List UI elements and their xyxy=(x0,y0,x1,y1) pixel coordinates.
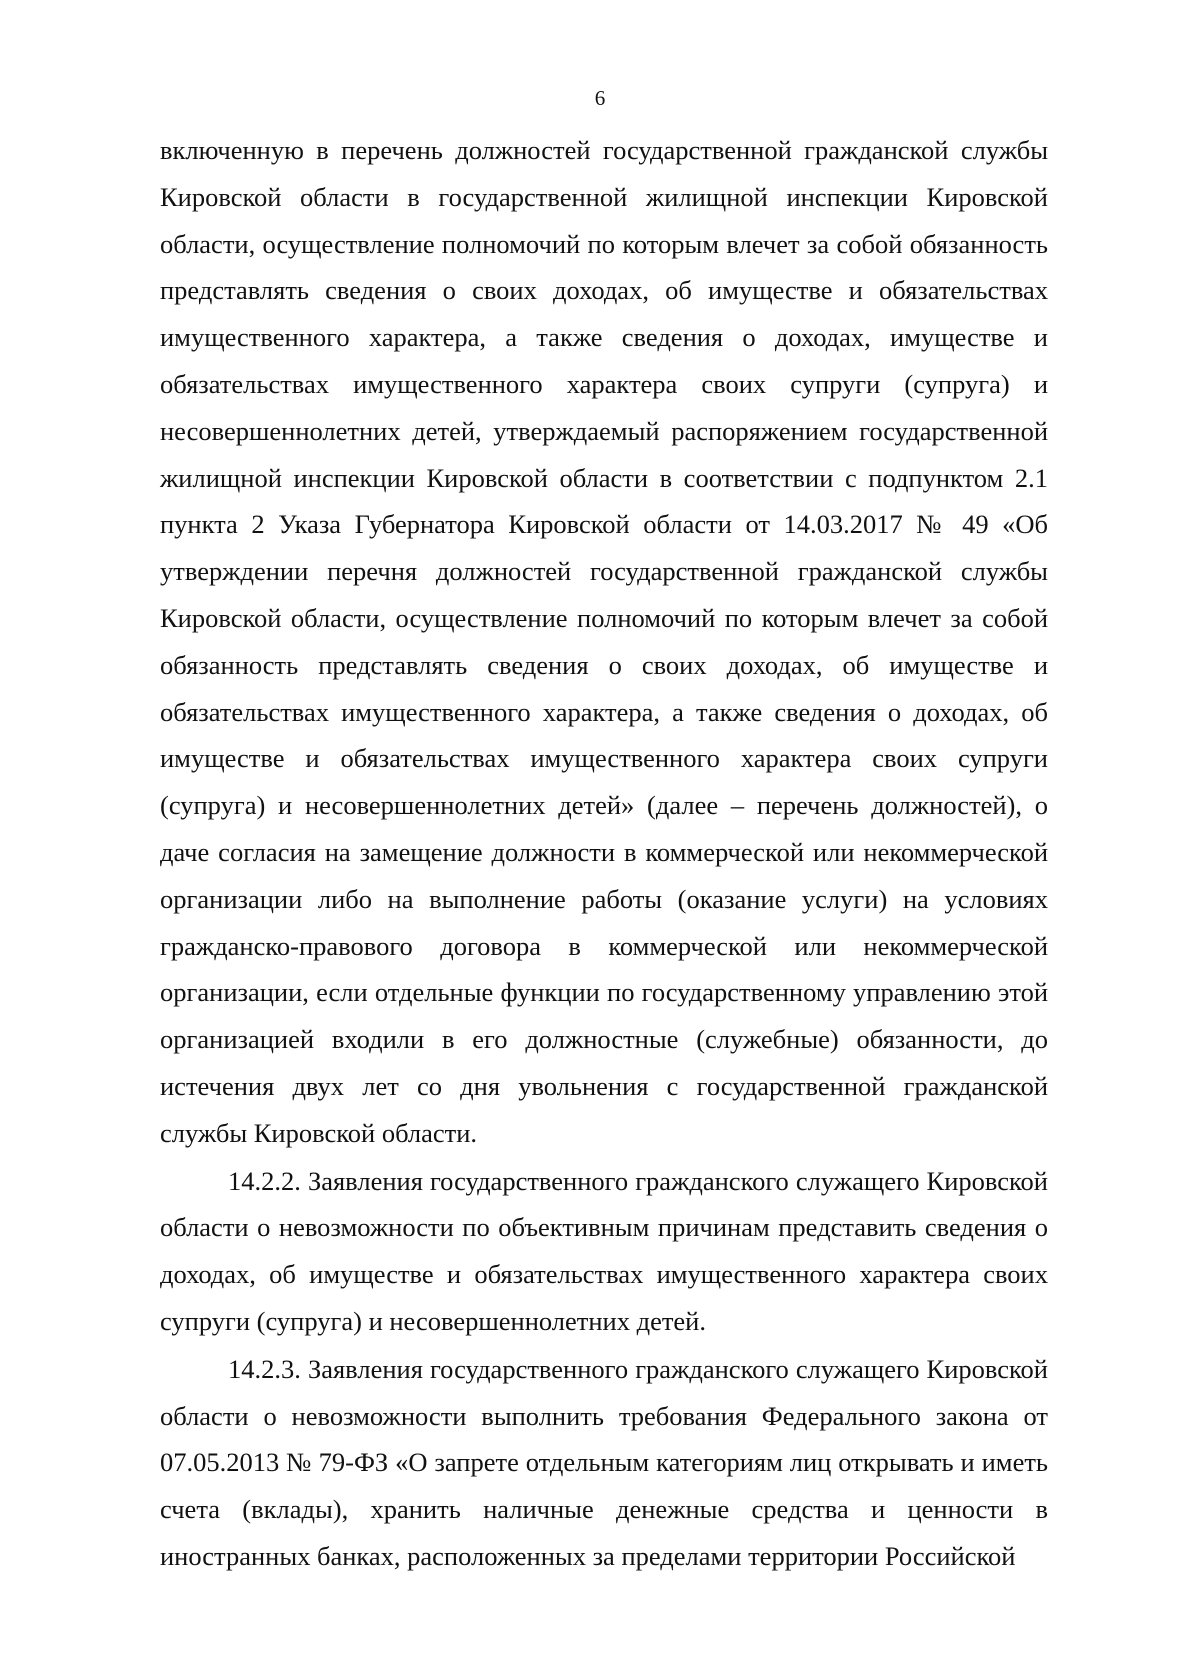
paragraph-14-2-2: 14.2.2. Заявления государственного гражданского служащего Кировской области о невозможности по объективным причинам представить сведения о доходах, об имуществе и обязательствах имущественного характера своих супруги (супруга) и несовершеннолетних детей. xyxy=(160,1165,1048,1336)
paragraph-continuation: включенную в перечень должностей государственной гражданской службы Кировской области в государственной жилищной инспекции Кировской области, осуществление полномочий по которым влечет за собой обязанность представлять сведения о своих доходах, об имуществе и обязательствах имущественного характера, а также сведения о доходах, имуществе и обязательствах имущественного характера своих супруги (супруга) и несовершеннолетних детей, утверждаемый распоряжением государственной жилищной инспекции Кировской области в соответствии с подпунктом 2.1 пункта 2 Указа Губернатора Кировской области от 14.03.2017 № 49 «Об утверждении перечня должностей государственной гражданской службы Кировской области, осуществление полномочий по которым влечет за собой обязанность представлять сведения о своих доходах, об имуществе и обязательствах имущественного характера, а также сведения о доходах, об имуществе и обязательствах имущественного характера своих супруги (супруга) и несовершеннолетних детей» (далее – перечень должностей), о даче согласия на замещение должности в коммерческой или некоммерческой организации либо на выполнение работы (оказание услуги) на условиях гражданско-правового договора в коммерческой или некоммерческой организации, если отдельные функции по государственному управлению этой организацией входили в его должностные (служебные) обязанности, до истечения двух лет со дня увольнения с государственной гражданской службы Кировской области. xyxy=(160,135,1048,1148)
document-body xyxy=(160,127,1048,1580)
page-number: 6 xyxy=(594,86,606,110)
paragraph-14-2-3: 14.2.3. Заявления государственного гражданского служащего Кировской области о невозможности выполнить требования Федерального закона от 07.05.2013 № 79-ФЗ «О запрете отдельным категориям лиц открывать и иметь счета (вклады), хранить наличные денежные средства и ценности в иностранных банках, расположенных за пределами территории Российской xyxy=(160,1353,1048,1571)
